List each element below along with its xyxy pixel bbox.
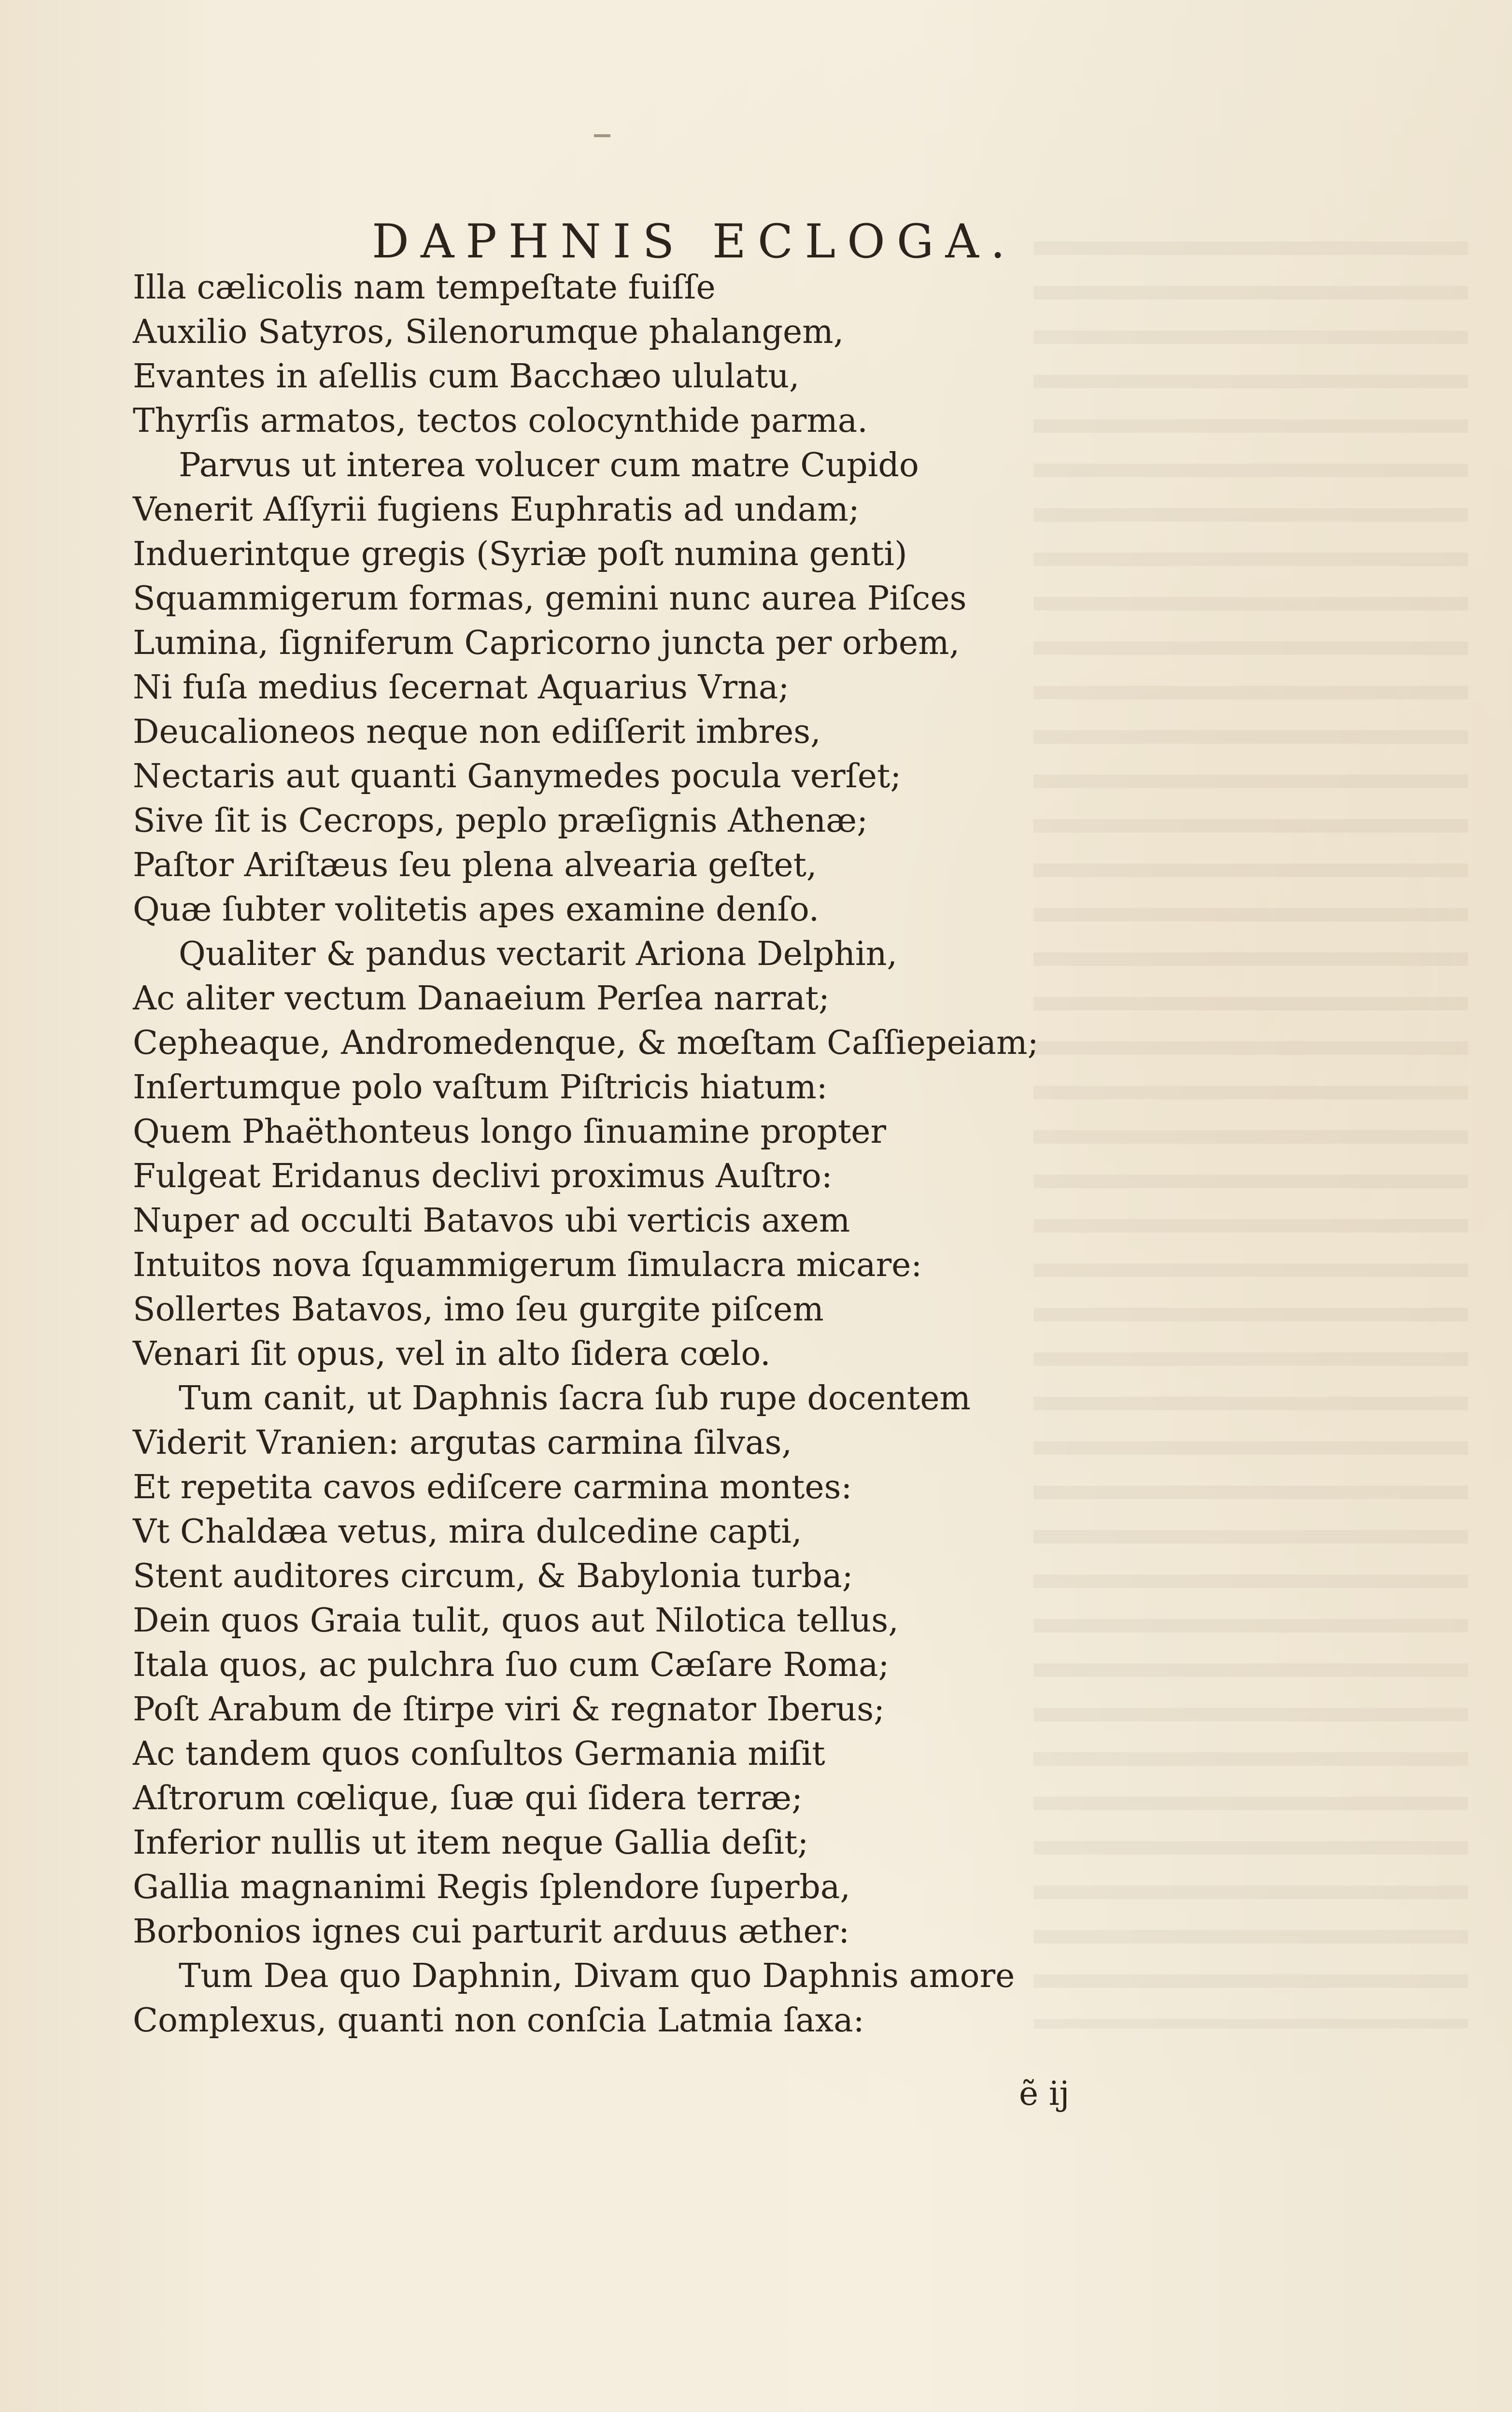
poem-line: Dein quos Graia tulit, quos aut Nilotica tellus, — [133, 1602, 899, 1640]
poem-line: Quem Phaëthonteus longo ſinuamine propter — [133, 1113, 887, 1151]
poem-line: Viderit Vranien: argutas carmina ſilvas, — [133, 1424, 792, 1462]
poem-line: Paſtor Ariſtæus ſeu plena alvearia geſtet, — [133, 846, 817, 884]
poem-line: Squammigerum formas, gemini nunc aurea Piſces — [133, 580, 967, 618]
poem-line: Auxilio Satyros, Silenorumque phalangem, — [133, 313, 844, 351]
poem-line: Stent auditores circum, & Babylonia turba; — [133, 1557, 853, 1595]
poem-line: Venari ſit opus, vel in alto ſidera cœlo. — [133, 1335, 771, 1373]
poem-line: Vt Chaldæa vetus, mira dulcedine capti, — [133, 1513, 802, 1551]
poem-line: Poſt Arabum de ſtirpe viri & regnator Iberus; — [133, 1690, 885, 1729]
poem-line: Illa cælicolis nam tempeſtate fuiſſe — [133, 269, 716, 307]
poem-line: Itala quos, ac pulchra ſuo cum Cæſare Roma; — [133, 1646, 890, 1684]
ink-speck — [594, 134, 610, 137]
poem-line: Gallia magnanimi Regis ſplendore ſuperba, — [133, 1868, 851, 1906]
poem-line: Ac tandem quos conſultos Germania miſit — [133, 1735, 825, 1773]
bleed-through-text — [1033, 241, 1468, 2029]
poem-text — [133, 266, 1099, 2043]
poem-line: Nuper ad occulti Batavos ubi verticis axem — [133, 1202, 850, 1240]
poem-line: Ac aliter vectum Danaeium Perſea narrat; — [133, 979, 830, 1018]
poem-line: Evantes in aſellis cum Bacchæo ululatu, — [133, 357, 800, 396]
signature-mark: ẽ ij — [1019, 2075, 1070, 2113]
poem-line: Sollertes Batavos, imo ſeu gurgite piſcem — [133, 1291, 824, 1329]
poem-line: Fulgeat Eridanus declivi proximus Auſtro: — [133, 1157, 833, 1195]
poem-line: Qualiter & pandus vectarit Ariona Delphin, — [179, 935, 898, 973]
poem-line: Thyrſis armatos, tectos colocynthide parma. — [133, 402, 868, 440]
poem-line: Tum Dea quo Daphnin, Divam quo Daphnis amore — [179, 1957, 1015, 1995]
poem-line: Ni fuſa medius ſecernat Aquarius Vrna; — [133, 668, 790, 707]
poem-line: Tum canit, ut Daphnis ſacra ſub rupe docentem — [179, 1379, 971, 1418]
poem-line: Deucalioneos neque non ediſſerit imbres, — [133, 713, 821, 751]
poem-line: Induerintque gregis (Syriæ poſt numina genti) — [133, 535, 907, 573]
poem-line: Sive ſit is Cecrops, peplo præſignis Athenæ; — [133, 802, 868, 840]
poem-line: Venerit Aſſyrii fugiens Euphratis ad undam; — [133, 491, 860, 529]
running-title: DAPHNIS ECLOGA. — [372, 214, 1017, 269]
poem-line: Cepheaque, Andromedenque, & mœſtam Caſſiepeiam; — [133, 1024, 1039, 1062]
poem-line: Borbonios ignes cui parturit arduus æther: — [133, 1913, 850, 1951]
poem-line: Quæ ſubter volitetis apes examine denſo. — [133, 891, 820, 929]
poem-line: Aſtrorum cœlique, ſuæ qui ſidera terræ; — [133, 1779, 803, 1817]
poem-line: Et repetita cavos ediſcere carmina montes: — [133, 1468, 852, 1506]
poem-line: Inſertumque polo vaſtum Piſtricis hiatum: — [133, 1068, 828, 1107]
poem-line: Complexus, quanti non conſcia Latmia ſaxa: — [133, 2001, 864, 2040]
poem-line: Inferior nullis ut item neque Gallia deſit; — [133, 1824, 809, 1862]
poem-line: Parvus ut interea volucer cum matre Cupido — [179, 446, 919, 484]
poem-line: Lumina, ſigniferum Capricorno juncta per orbem, — [133, 624, 960, 662]
poem-line: Intuitos nova ſquammigerum ſimulacra micare: — [133, 1246, 922, 1284]
poem-line: Nectaris aut quanti Ganymedes pocula verſet; — [133, 757, 902, 795]
